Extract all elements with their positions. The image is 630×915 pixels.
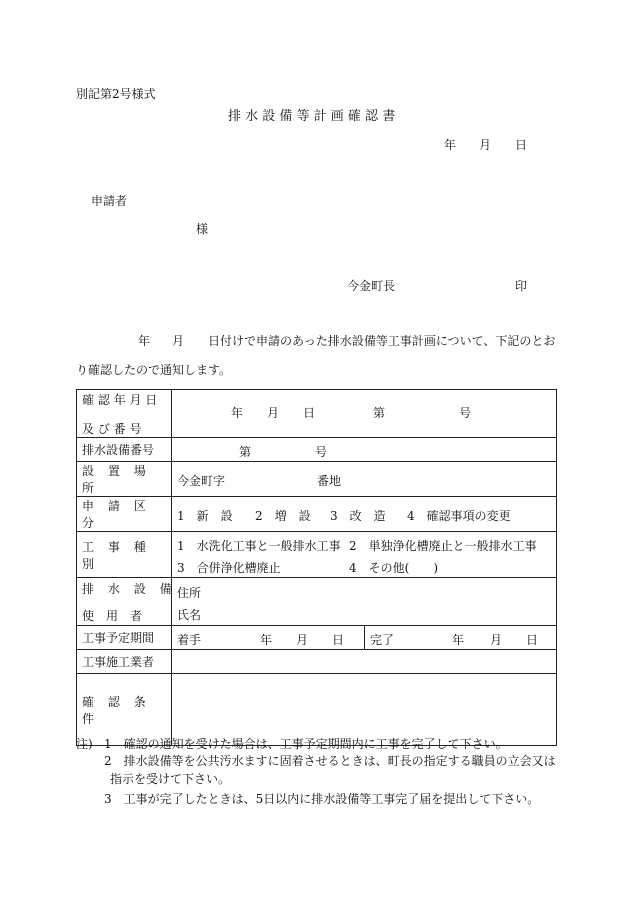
r4-option-1[interactable]: 1 新 設 <box>177 509 233 523</box>
confirmation-table <box>76 389 557 746</box>
document-title: 排 水 設 備 等 計 画 確 認 書 <box>228 109 396 124</box>
form-number: 別記第2号様式 <box>76 87 156 101</box>
note-1: 1 確認の通知を受けた場合は、工事予定期間内に工事を完了して下さい。 <box>104 737 508 751</box>
label-confirm-date-b: 及 び 番 号 <box>82 421 142 436</box>
row-conditions <box>77 674 557 746</box>
label-user <box>77 578 177 626</box>
r5-option-1[interactable]: 1 水洗化工事と一般排水工事 <box>177 538 341 553</box>
row-confirm-date <box>77 390 557 438</box>
row-user <box>77 578 557 626</box>
label-confirm-date <box>77 390 172 438</box>
r4-option-3[interactable]: 3 改 造 <box>330 509 386 523</box>
note-2-line-1: 2 排水設備等を公共汚水ますに固着させるときは、町長の指定する職員の立会又は <box>104 754 556 768</box>
value-location[interactable] <box>172 462 557 497</box>
issuer-name: 今金町長 <box>347 279 396 293</box>
applicant-label: 申請者 <box>91 194 128 208</box>
r3-banchi: 番地 <box>317 474 342 488</box>
r1-year: 年 <box>231 405 244 420</box>
row-location <box>77 462 557 497</box>
note-2-line-2: 指示を受けて下さい。 <box>110 772 231 786</box>
r7-end-month: 月 <box>490 633 503 647</box>
value-work-type <box>172 532 557 578</box>
r1-day: 日 <box>303 405 316 420</box>
r7-start-month: 月 <box>296 633 309 647</box>
r5-option-3[interactable]: 3 合併浄化槽廃止 <box>177 560 281 575</box>
label-location <box>77 462 172 497</box>
r7-start[interactable]: 着手 <box>177 633 202 647</box>
body-text-1: 日付けで申請のあった排水設備等工事計画について、下記のとお <box>208 334 556 348</box>
date-month: 月 <box>479 138 492 152</box>
label-conditions <box>77 674 172 746</box>
r4-option-2[interactable]: 2 増 設 <box>255 509 311 523</box>
label-confirm-date-a: 確 認 年 月 日 <box>82 392 158 407</box>
r4-option-4[interactable]: 4 確認事項の変更 <box>407 509 511 523</box>
seal-mark: 印 <box>515 279 528 293</box>
label-work-type-text: 工 事 種 別 <box>82 540 151 571</box>
period-divider <box>364 626 365 649</box>
r6-address[interactable]: 住所 <box>177 585 202 600</box>
row-work-type <box>77 532 557 578</box>
honorific: 様 <box>196 222 209 236</box>
label-user-a: 排 水 設 備 <box>82 581 177 596</box>
r2-go: 号 <box>315 444 328 459</box>
label-user-b: 使 用 者 <box>82 608 143 623</box>
label-contractor: 工事施工業者 <box>77 650 172 674</box>
r1-go: 号 <box>459 405 472 420</box>
label-work-type <box>77 532 172 578</box>
body-year: 年 <box>138 334 151 348</box>
date-year: 年 <box>444 138 457 152</box>
row-application-type <box>77 497 557 532</box>
label-application-type-text: 申 請 区 分 <box>82 499 151 530</box>
label-conditions-text: 確 認 条 件 <box>82 694 151 726</box>
r3-town: 今金町字 <box>177 474 226 488</box>
value-facility-number[interactable] <box>172 438 557 462</box>
row-work-period <box>77 626 557 650</box>
notes-prefix: 注) <box>76 737 93 751</box>
r5-option-4[interactable]: 4 その他( ) <box>349 560 438 575</box>
body-text-2: り確認したので通知します。 <box>76 363 232 377</box>
value-contractor[interactable] <box>172 650 557 674</box>
value-work-period <box>172 626 557 650</box>
value-application-type <box>172 497 557 532</box>
r1-dai: 第 <box>373 405 386 420</box>
r7-end[interactable]: 完了 <box>370 633 395 647</box>
date-day: 日 <box>515 138 528 152</box>
label-facility-number: 排水設備番号 <box>77 438 172 462</box>
r7-end-year: 年 <box>452 633 465 647</box>
r7-end-day: 日 <box>526 633 539 647</box>
note-3: 3 工事が完了したときは、5日以内に排水設備等工事完了届を提出して下さい。 <box>104 792 540 806</box>
r6-name[interactable]: 氏名 <box>177 607 202 622</box>
value-user <box>172 578 557 626</box>
row-facility-number <box>77 438 557 462</box>
label-work-period: 工事予定期間 <box>77 626 172 650</box>
label-application-type <box>77 497 172 532</box>
value-conditions[interactable] <box>172 674 557 746</box>
r2-dai: 第 <box>239 444 252 459</box>
body-month: 月 <box>172 334 185 348</box>
r1-month: 月 <box>267 405 280 420</box>
value-confirm-date[interactable] <box>172 390 557 438</box>
r5-option-2[interactable]: 2 単独浄化槽廃止と一般排水工事 <box>349 538 537 553</box>
r7-start-day: 日 <box>332 633 345 647</box>
label-location-text: 設 置 場 所 <box>82 464 151 495</box>
r7-start-year: 年 <box>260 633 273 647</box>
row-contractor <box>77 650 557 674</box>
